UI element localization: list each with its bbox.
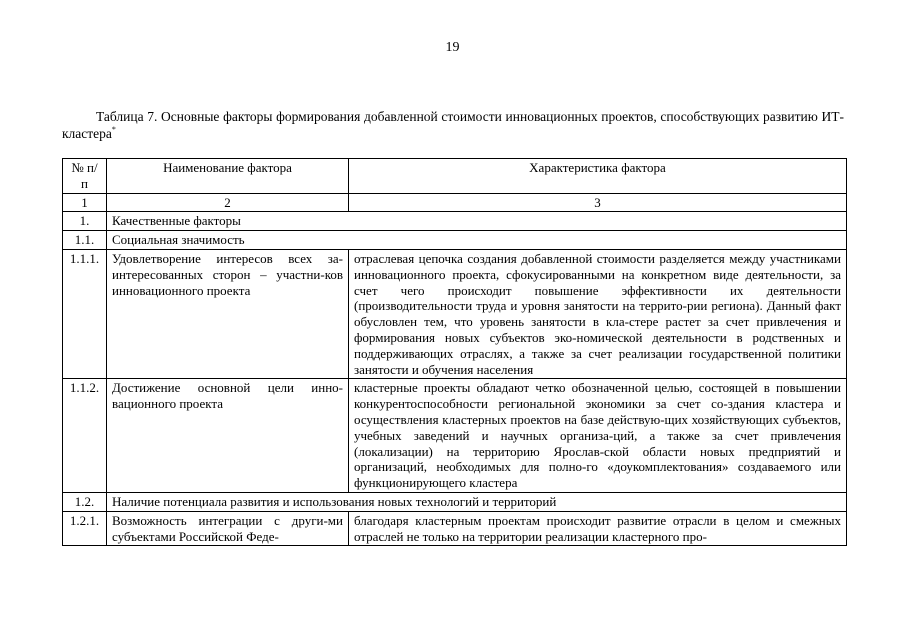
row-factor-description: кластерные проекты обладают четко обозначенной целью, состоящей в повышении конкурентоспособности региональной экономики за счет со-здания кластера и осуществления кластерных проектов на базе действую-щих хозяйствующих субъектов, учебных заведений и научных организа-ций, а также за счет привлечения (локализации) на территорию Ярослав-ской области новых предприятий и организаций, необходимых для полно-го «доукомплектования» создаваемого или функционирующего кластера (349, 379, 847, 493)
column-number-1: 1 (63, 193, 107, 212)
table-caption (62, 108, 844, 142)
table-header-row (63, 159, 847, 194)
header-factor-name: Наименование фактора (107, 159, 349, 194)
row-section-title: Социальная значимость (107, 231, 847, 250)
row-factor-name: Удовлетворение интересов всех за-интересованных сторон – участни-ков инновационного проекта (107, 249, 349, 378)
row-section-title: Качественные факторы (107, 212, 847, 231)
row-factor-name: Достижение основной цели инно-вационного проекта (107, 379, 349, 493)
row-factor-description: благодаря кластерным проектам происходит развитие отрасли в целом и смежных отраслей не только на территории реализации кластерного про- (349, 511, 847, 546)
row-number: 1.2. (63, 492, 107, 511)
header-number: № п/п (63, 159, 107, 194)
row-number: 1.1.2. (63, 379, 107, 493)
row-factor-name: Возможность интеграции с други-ми субъектами Российской Феде- (107, 511, 349, 546)
row-number: 1.2.1. (63, 511, 107, 546)
table-row (63, 249, 847, 378)
column-number-3: 3 (349, 193, 847, 212)
table-row (63, 492, 847, 511)
column-numbers-row (63, 193, 847, 212)
column-number-2: 2 (107, 193, 349, 212)
page-number: 19 (445, 40, 460, 55)
table-row (63, 379, 847, 493)
row-section-title: Наличие потенциала развития и использования новых технологий и территорий (107, 492, 847, 511)
row-number: 1.1.1. (63, 249, 107, 378)
row-number: 1.1. (63, 231, 107, 250)
table-row (63, 212, 847, 231)
factors-table (62, 158, 847, 546)
table-row (63, 231, 847, 250)
footnote-mark: * (111, 125, 116, 134)
header-factor-description: Характеристика фактора (349, 159, 847, 194)
row-number: 1. (63, 212, 107, 231)
row-factor-description: отраслевая цепочка создания добавленной стоимости разделяется между участниками инновационного проекта, сфокусированными на конкретном виде деятельности, за счет чего происходит повышение эффективности их деятельности (производительности труда и уровня занятости на террито-рии региона). Данный факт обусловлен тем, что уровень занятости в кла-стере растет за счет привлечения и формирования новых субъектов эко-номической деятельности в родственных и поддерживающих отраслях, а также за счет реализации государственной политики занятости и обучения населения (349, 249, 847, 378)
table-caption-text: Таблица 7. Основные факторы формирования добавленной стоимости инновационных проектов, способствующих развитию ИТ-кластера (62, 109, 844, 141)
table-row (63, 511, 847, 546)
